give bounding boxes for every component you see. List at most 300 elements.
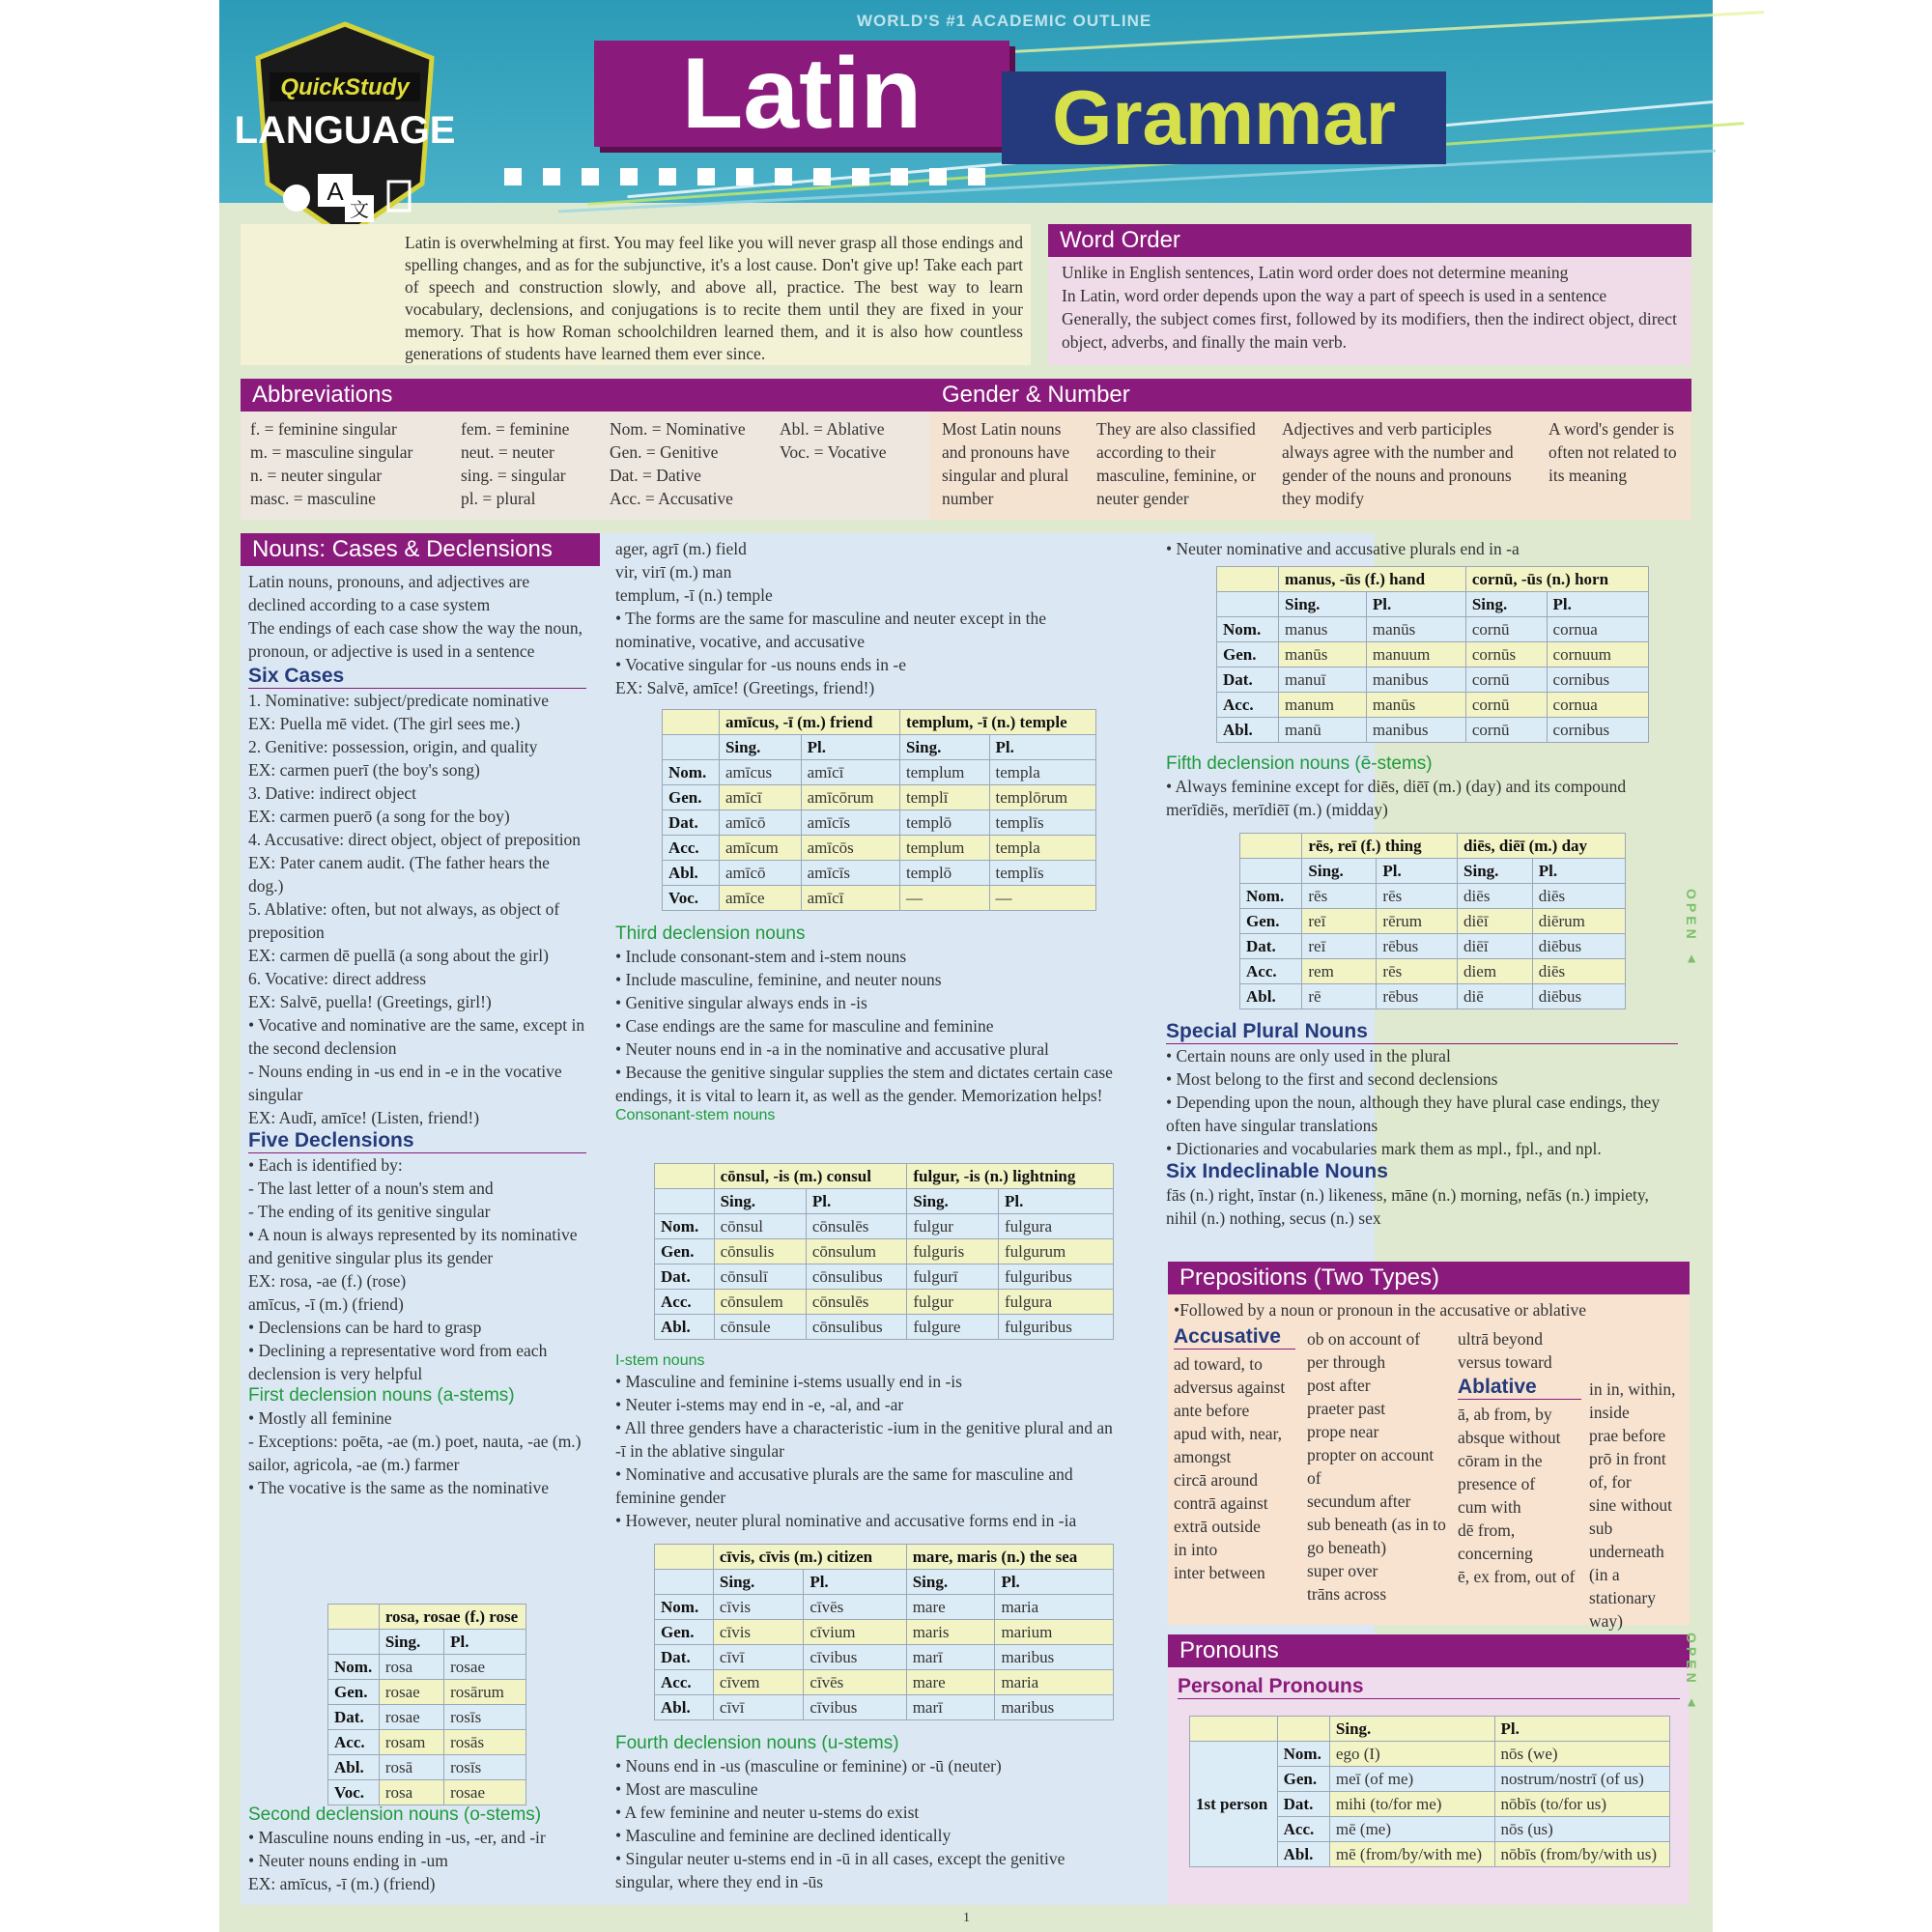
table-row <box>655 1645 1114 1670</box>
ablative-preposition: in in, within, inside <box>1589 1379 1676 1422</box>
table-cell: Dat. <box>655 1645 714 1670</box>
table-row <box>1240 884 1626 909</box>
table-cell: Pl. <box>998 1189 1113 1214</box>
table-cell: Dat. <box>1240 934 1302 959</box>
table-cell: diēī <box>1458 934 1533 959</box>
table-cell: reī <box>1302 909 1377 934</box>
table-cell: cōnsulēs <box>806 1290 907 1315</box>
table-row <box>1217 592 1649 617</box>
cases-list <box>248 689 596 1129</box>
five-declensions-title: Five Declensions <box>248 1129 586 1153</box>
table-cell: cīvibus <box>804 1645 906 1670</box>
istem-item: • Nominative and accusative plurals are the same for masculine and feminine gender <box>615 1464 1073 1507</box>
table-row <box>1240 959 1626 984</box>
table-cell: fulguribus <box>998 1315 1113 1340</box>
case-item: EX: Pater canem audit. (The father hears the dog.) <box>248 853 550 895</box>
accusative-preposition: prope near <box>1307 1422 1379 1441</box>
table-cell: templō <box>899 810 989 836</box>
table-cell: maris <box>906 1620 995 1645</box>
accusative-preposition: apud with, near, amongst <box>1174 1424 1283 1466</box>
table-cell: Gen. <box>1217 642 1279 668</box>
special-plural-item: • Dictionaries and vocabularies mark them as mpl., fpl., and npl. <box>1166 1139 1602 1158</box>
table-cell <box>655 1164 715 1189</box>
case-item: 3. Dative: indirect object <box>248 783 416 803</box>
table-cell: amīcōrum <box>801 785 899 810</box>
table-cell: amīce <box>719 886 801 911</box>
table-cell: cornū, -ūs (n.) horn <box>1465 567 1648 592</box>
table-row <box>1190 1742 1670 1767</box>
table-cell: Abl. <box>1277 1842 1329 1867</box>
table-cell: Pl. <box>989 735 1095 760</box>
fourth-declension-item: • Most are masculine <box>615 1779 758 1799</box>
table-row <box>1217 693 1649 718</box>
table-cell: templum, -ī (n.) temple <box>899 710 1095 735</box>
table-cell: amīcīs <box>801 810 899 836</box>
rosa-declension-table <box>327 1604 526 1805</box>
table-row <box>655 1670 1114 1695</box>
table-cell: cōnsulibus <box>806 1315 907 1340</box>
table-row <box>1240 909 1626 934</box>
table-cell: Pl. <box>444 1630 526 1655</box>
table-cell: diēs <box>1532 884 1625 909</box>
table-cell: cōnsulibus <box>806 1264 907 1290</box>
table-cell: cīvium <box>804 1620 906 1645</box>
table-cell: Sing. <box>1465 592 1547 617</box>
col2-item: templum, -ī (n.) temple <box>615 585 773 605</box>
abbrev-item: m. = masculine singular <box>250 442 413 462</box>
declension-item: - The ending of its genitive singular <box>248 1202 491 1221</box>
table-cell: diēī <box>1458 909 1533 934</box>
case-item: • Vocative and nominative are the same, except in the second declension <box>248 1015 585 1058</box>
table-cell: rēbus <box>1377 934 1458 959</box>
col2-item: • The forms are the same for masculine and neuter except in the nominative, vocative, and accusative <box>615 609 1047 651</box>
table-cell: manuī <box>1279 668 1367 693</box>
table-row <box>328 1605 526 1630</box>
table-cell: maria <box>995 1670 1114 1695</box>
abbrev-item: pl. = plural <box>461 489 536 508</box>
table-cell: rosīs <box>444 1705 526 1730</box>
table-cell: Gen. <box>655 1239 715 1264</box>
accusative-preposition: circā around <box>1174 1470 1258 1490</box>
ablative-preposition: cum with <box>1458 1497 1521 1517</box>
table-cell: templa <box>989 836 1095 861</box>
table-cell <box>663 710 720 735</box>
second-declension-title: Second declension nouns (o-stems) <box>248 1804 542 1825</box>
table-cell: maria <box>995 1595 1114 1620</box>
case-item: 4. Accusative: direct object, object of preposition <box>248 830 582 849</box>
istem-title: I-stem nouns <box>615 1352 705 1369</box>
abbrev-item: Abl. = Ablative <box>780 419 885 439</box>
page-number: 1 <box>963 1911 970 1925</box>
istem-item: • All three genders have a characteristic -ium in the genitive plural and an -ī in the ablative singular <box>615 1418 1113 1461</box>
svg-text:QuickStudy: QuickStudy <box>280 74 410 100</box>
special-plural-item: • Most belong to the first and second declensions <box>1166 1069 1498 1089</box>
table-cell: cornibus <box>1547 668 1648 693</box>
second-declension-item: • Masculine nouns ending in -us, -er, and -ir <box>248 1828 546 1847</box>
table-cell: rosās <box>444 1730 526 1755</box>
case-item: 6. Vocative: direct address <box>248 969 427 988</box>
table-cell: rosae <box>444 1780 526 1805</box>
table-cell: ego (I) <box>1329 1742 1494 1767</box>
shield-badge-icon <box>234 19 456 242</box>
table-cell: cornibus <box>1547 718 1648 743</box>
table-cell: amīcōs <box>801 836 899 861</box>
table-cell: manuum <box>1366 642 1465 668</box>
ablative-preposition: ē, ex from, out of <box>1458 1567 1576 1586</box>
table-cell: cīvis <box>713 1620 803 1645</box>
table-cell: Sing. <box>906 1570 995 1595</box>
third-declension-item: • Neuter nouns end in -a in the nominative and accusative plural <box>615 1039 1049 1059</box>
table-row <box>328 1730 526 1755</box>
table-cell: fulgurum <box>998 1239 1113 1264</box>
table-cell: manibus <box>1366 668 1465 693</box>
table-cell: Acc. <box>1217 693 1279 718</box>
table-cell: Pl. <box>1532 859 1625 884</box>
table-cell: Abl. <box>1240 984 1302 1009</box>
gender-number-panel <box>930 379 1691 520</box>
nouns-intro-item: The endings of each case show the way the noun, pronoun, or adjective is used in a sentence <box>248 618 583 661</box>
table-row <box>328 1680 526 1705</box>
col2-item: EX: Salvē, amīce! (Greetings, friend!) <box>615 678 875 697</box>
column-3-block <box>1166 753 1688 821</box>
table-cell <box>328 1605 380 1630</box>
table-cell: rosae <box>444 1655 526 1680</box>
table-cell: Sing. <box>907 1189 999 1214</box>
table-row <box>655 1164 1114 1189</box>
declension-item: EX: rosa, -ae (f.) (rose) <box>248 1271 407 1291</box>
table-row <box>655 1189 1114 1214</box>
table-row <box>655 1290 1114 1315</box>
table-row <box>1240 934 1626 959</box>
table-cell: Pl. <box>1366 592 1465 617</box>
abbrev-item: neut. = neuter <box>461 442 554 462</box>
intro-panel <box>241 224 1031 365</box>
table-row <box>663 735 1096 760</box>
table-cell: templī <box>899 785 989 810</box>
table-cell: rosīs <box>444 1755 526 1780</box>
table-cell: cōnsule <box>714 1315 806 1340</box>
amicus-templum-table <box>662 709 1096 911</box>
header-banner <box>219 0 1713 203</box>
table-cell: mare <box>906 1670 995 1695</box>
table-cell: diērum <box>1532 909 1625 934</box>
first-declension-item: • The vocative is the same as the nominative <box>248 1478 549 1497</box>
accusative-preposition: versus toward <box>1458 1352 1552 1372</box>
table-row <box>655 1695 1114 1720</box>
accusative-preposition: secundum after <box>1307 1492 1411 1511</box>
table-cell: nōbīs (from/by/with us) <box>1494 1842 1669 1867</box>
table-cell: amīcō <box>719 810 801 836</box>
svg-text:LANGUAGE: LANGUAGE <box>234 109 456 152</box>
table-cell: rēs <box>1377 884 1458 909</box>
title-latin: Latin <box>594 41 1009 147</box>
table-cell: rosa, rosae (f.) rose <box>379 1605 526 1630</box>
res-dies-table <box>1239 833 1626 1009</box>
special-plural-item: • Certain nouns are only used in the plural <box>1166 1046 1451 1065</box>
table-cell: amīcīs <box>801 861 899 886</box>
accusative-preposition: inter between <box>1174 1563 1265 1582</box>
abbreviations-header: Abbreviations <box>241 379 936 412</box>
declension-item: • Declining a representative word from each declension is very helpful <box>248 1341 548 1383</box>
table-cell: Sing. <box>719 735 801 760</box>
table-cell: Sing. <box>899 735 989 760</box>
case-item: EX: carmen puerī (the boy's song) <box>248 760 480 780</box>
table-cell: Sing. <box>1329 1717 1494 1742</box>
table-cell: Dat. <box>1217 668 1279 693</box>
accusative-preposition: per through <box>1307 1352 1386 1372</box>
table-row <box>1217 617 1649 642</box>
table-cell: 1st person <box>1190 1742 1278 1867</box>
table-cell: cīvis, cīvis (m.) citizen <box>713 1545 906 1570</box>
abbrev-item: sing. = singular <box>461 466 566 485</box>
column-1 <box>248 570 596 1499</box>
table-cell: templīs <box>989 810 1095 836</box>
third-declension-item: • Case endings are the same for masculine and feminine <box>615 1016 994 1036</box>
table-cell: nōbīs (to/for us) <box>1494 1792 1669 1817</box>
fifth-declension-title: Fifth declension nouns (ē-stems) <box>1166 753 1433 774</box>
table-cell: Sing. <box>714 1189 806 1214</box>
table-row <box>1217 642 1649 668</box>
table-cell: cōnsulī <box>714 1264 806 1290</box>
table-cell: cornuum <box>1547 642 1648 668</box>
special-plural-item: • Depending upon the noun, although they have plural case endings, they often have singular translations <box>1166 1093 1661 1135</box>
table-cell: Dat. <box>663 810 720 836</box>
table-cell: Pl. <box>1494 1717 1669 1742</box>
first-declension-item: - Exceptions: poēta, -ae (m.) poet, nauta, -ae (m.) sailor, agricola, -ae (m.) farmer <box>248 1432 582 1474</box>
accusative-title: Accusative <box>1174 1325 1295 1350</box>
table-cell: Pl. <box>995 1570 1114 1595</box>
table-cell: rērum <box>1377 909 1458 934</box>
abbrev-item: Voc. = Vocative <box>780 442 887 462</box>
ablative-preposition: sub underneath (in a stationary way) <box>1589 1519 1664 1631</box>
table-cell: cīvēs <box>804 1595 906 1620</box>
table-row <box>663 886 1096 911</box>
table-cell: rosae <box>379 1705 443 1730</box>
gender-item: Adjectives and verb participles always agree with the number and gender of the nouns and pronouns they modify <box>1282 419 1514 508</box>
gender-item: They are also classified according to their masculine, feminine, or neuter gender <box>1096 419 1257 508</box>
third-declension-item: • Include masculine, feminine, and neuter nouns <box>615 970 942 989</box>
table-cell: rēbus <box>1377 984 1458 1009</box>
consul-fulgur-table <box>654 1163 1114 1340</box>
svg-text:文: 文 <box>350 198 369 221</box>
title-grammar: Grammar <box>1002 71 1446 164</box>
table-row <box>663 861 1096 886</box>
accusative-preposition: trāns across <box>1307 1584 1387 1604</box>
table-cell: Gen. <box>655 1620 714 1645</box>
accusative-preposition: propter on account of <box>1307 1445 1435 1488</box>
table-row <box>328 1630 526 1655</box>
table-row <box>1217 718 1649 743</box>
table-cell: diēs, diēī (m.) day <box>1458 834 1626 859</box>
accusative-preposition: ante before <box>1174 1401 1250 1420</box>
table-cell: Abl. <box>328 1755 380 1780</box>
table-cell: templa <box>989 760 1095 785</box>
table-cell: amīcum <box>719 836 801 861</box>
study-sheet <box>219 0 1713 1932</box>
table-cell: fulgure <box>907 1315 999 1340</box>
table-cell: Gen. <box>1277 1767 1329 1792</box>
table-cell: manibus <box>1366 718 1465 743</box>
table-cell: cīvibus <box>804 1695 906 1720</box>
table-cell: manūs <box>1366 693 1465 718</box>
table-cell <box>1240 834 1302 859</box>
case-item: 5. Ablative: often, but not always, as object of preposition <box>248 899 560 942</box>
table-cell: Nom. <box>1217 617 1279 642</box>
table-cell: Dat. <box>328 1705 380 1730</box>
svg-text:A: A <box>327 177 344 206</box>
ablative-preposition: absque without <box>1458 1428 1561 1447</box>
table-cell <box>655 1570 714 1595</box>
fourth-declension-item: • A few feminine and neuter u-stems do exist <box>615 1803 920 1822</box>
table-cell: Nom. <box>1240 884 1302 909</box>
ablative-preposition: sine without <box>1589 1495 1673 1515</box>
abbrev-item: masc. = masculine <box>250 489 376 508</box>
table-cell: rosa <box>379 1780 443 1805</box>
case-item: 2. Genitive: possession, origin, and quality <box>248 737 538 756</box>
table-cell: Pl. <box>801 735 899 760</box>
table-cell: Sing. <box>713 1570 803 1595</box>
table-cell: Pl. <box>1547 592 1648 617</box>
case-item: EX: carmen dē puellā (a song about the girl) <box>248 946 550 965</box>
third-declension-title: Third declension nouns <box>615 923 806 944</box>
table-cell: meī (of me) <box>1329 1767 1494 1792</box>
table-cell: cornū <box>1465 693 1547 718</box>
table-cell: Abl. <box>1217 718 1279 743</box>
table-cell: cīvis <box>713 1595 803 1620</box>
table-cell: Acc. <box>655 1670 714 1695</box>
table-cell: rosae <box>379 1680 443 1705</box>
table-cell: rē <box>1302 984 1377 1009</box>
accusative-preposition: post after <box>1307 1376 1371 1395</box>
table-row <box>1240 984 1626 1009</box>
table-cell: Acc. <box>1240 959 1302 984</box>
table-cell: manū <box>1279 718 1367 743</box>
table-cell: cornū <box>1465 718 1547 743</box>
table-cell: Dat. <box>1277 1792 1329 1817</box>
table-cell: marī <box>906 1695 995 1720</box>
quickstudy-badge <box>234 19 456 242</box>
table-cell: reī <box>1302 934 1377 959</box>
table-cell: amīcī <box>801 886 899 911</box>
table-cell: cōnsulum <box>806 1239 907 1264</box>
case-item: - Nouns ending in -us end in -e in the vocative singular <box>248 1062 562 1104</box>
table-cell <box>1277 1717 1329 1742</box>
table-cell: rosārum <box>444 1680 526 1705</box>
five-declensions-list <box>248 1153 596 1385</box>
table-cell: fulgura <box>998 1290 1113 1315</box>
nouns-header: Nouns: Cases & Declensions <box>241 533 600 566</box>
table-cell: fulgur, -is (n.) lightning <box>907 1164 1114 1189</box>
table-cell: fulgur <box>907 1290 999 1315</box>
table-cell: cīvēs <box>804 1670 906 1695</box>
table-cell: templōrum <box>989 785 1095 810</box>
abbrev-item: Gen. = Genitive <box>610 442 719 462</box>
table-cell: fulguribus <box>998 1264 1113 1290</box>
table-cell: marī <box>906 1645 995 1670</box>
table-cell: Pl. <box>806 1189 907 1214</box>
accusative-preposition: extrā outside <box>1174 1517 1261 1536</box>
case-item: EX: Audī, amīce! (Listen, friend!) <box>248 1108 480 1127</box>
table-cell: amīcus <box>719 760 801 785</box>
table-cell <box>1217 592 1279 617</box>
table-cell: diem <box>1458 959 1533 984</box>
case-item: 1. Nominative: subject/predicate nominative <box>248 691 550 710</box>
table-row <box>328 1705 526 1730</box>
table-cell: cīvem <box>713 1670 803 1695</box>
table-row <box>655 1264 1114 1290</box>
table-cell: cornūs <box>1465 642 1547 668</box>
table-row <box>655 1595 1114 1620</box>
second-declension-item: • Neuter nouns ending in -um <box>248 1851 448 1870</box>
consonant-stem-title: Consonant-stem nouns <box>615 1107 776 1123</box>
accusative-preposition: ob on account of <box>1307 1329 1421 1349</box>
abbrev-item: n. = neuter singular <box>250 466 383 485</box>
table-row <box>655 1315 1114 1340</box>
table-cell <box>655 1545 714 1570</box>
table-cell: cīvī <box>713 1695 803 1720</box>
table-cell: rēs, reī (f.) thing <box>1302 834 1458 859</box>
table-cell: Voc. <box>663 886 720 911</box>
table-row <box>655 1570 1114 1595</box>
table-row <box>328 1655 526 1680</box>
table-cell: amīcī <box>719 785 801 810</box>
table-cell: Sing. <box>1302 859 1377 884</box>
word-order-item: Generally, the subject comes first, followed by its modifiers, then the indirect object, direct object, adverbs, and finally the main verb. <box>1062 309 1677 352</box>
fourth-declension-title: Fourth declension nouns (u-stems) <box>615 1733 899 1753</box>
table-cell: Acc. <box>328 1730 380 1755</box>
table-cell: cōnsulem <box>714 1290 806 1315</box>
table-cell: mare, maris (n.) the sea <box>906 1545 1113 1570</box>
table-cell <box>1217 567 1279 592</box>
table-cell: Gen. <box>663 785 720 810</box>
istem-item: • However, neuter plural nominative and accusative forms end in -ia <box>615 1511 1077 1530</box>
table-row <box>663 710 1096 735</box>
table-cell: diē <box>1458 984 1533 1009</box>
second-declension-item: EX: amīcus, -ī (m.) (friend) <box>248 1874 436 1893</box>
accusative-preposition: contrā against <box>1174 1493 1268 1513</box>
table-cell: rosam <box>379 1730 443 1755</box>
abbrev-item: Dat. = Dative <box>610 466 701 485</box>
table-cell: Nom. <box>655 1214 715 1239</box>
table-row <box>655 1214 1114 1239</box>
decorative-dots <box>504 168 1016 185</box>
special-plural-title: Special Plural Nouns <box>1166 1020 1678 1044</box>
civis-mare-table <box>654 1544 1114 1720</box>
table-cell: cornū <box>1465 617 1547 642</box>
accusative-preposition: sub beneath (as in to go beneath) <box>1307 1515 1446 1557</box>
table-cell: Pl. <box>804 1570 906 1595</box>
col2-item: • Vocative singular for -us nouns ends in -e <box>615 655 906 674</box>
table-cell: rēs <box>1302 884 1377 909</box>
ablative-preposition: cōram in the presence of <box>1458 1451 1543 1493</box>
table-cell: templō <box>899 861 989 886</box>
table-cell: Acc. <box>663 836 720 861</box>
table-cell: Nom. <box>1277 1742 1329 1767</box>
declension-item: • Each is identified by: <box>248 1155 403 1175</box>
six-cases-title: Six Cases <box>248 665 586 689</box>
table-cell: nōs (us) <box>1494 1817 1669 1842</box>
table-cell: fulgur <box>907 1214 999 1239</box>
table-cell: cornua <box>1547 617 1648 642</box>
gender-item: A word's gender is often not related to its meaning <box>1548 419 1677 485</box>
istem-item: • Neuter i-stems may end in -e, -al, and -ar <box>615 1395 904 1414</box>
word-order-item: Unlike in English sentences, Latin word order does not determine meaning <box>1062 263 1569 282</box>
third-declension-item: • Include consonant-stem and i-stem nouns <box>615 947 907 966</box>
table-row <box>1240 834 1626 859</box>
table-row <box>328 1780 526 1805</box>
case-item: EX: carmen puerō (a song for the boy) <box>248 807 510 826</box>
fourth-declension-item: • Nouns end in -us (masculine or feminine) or -ū (neuter) <box>615 1756 1002 1776</box>
